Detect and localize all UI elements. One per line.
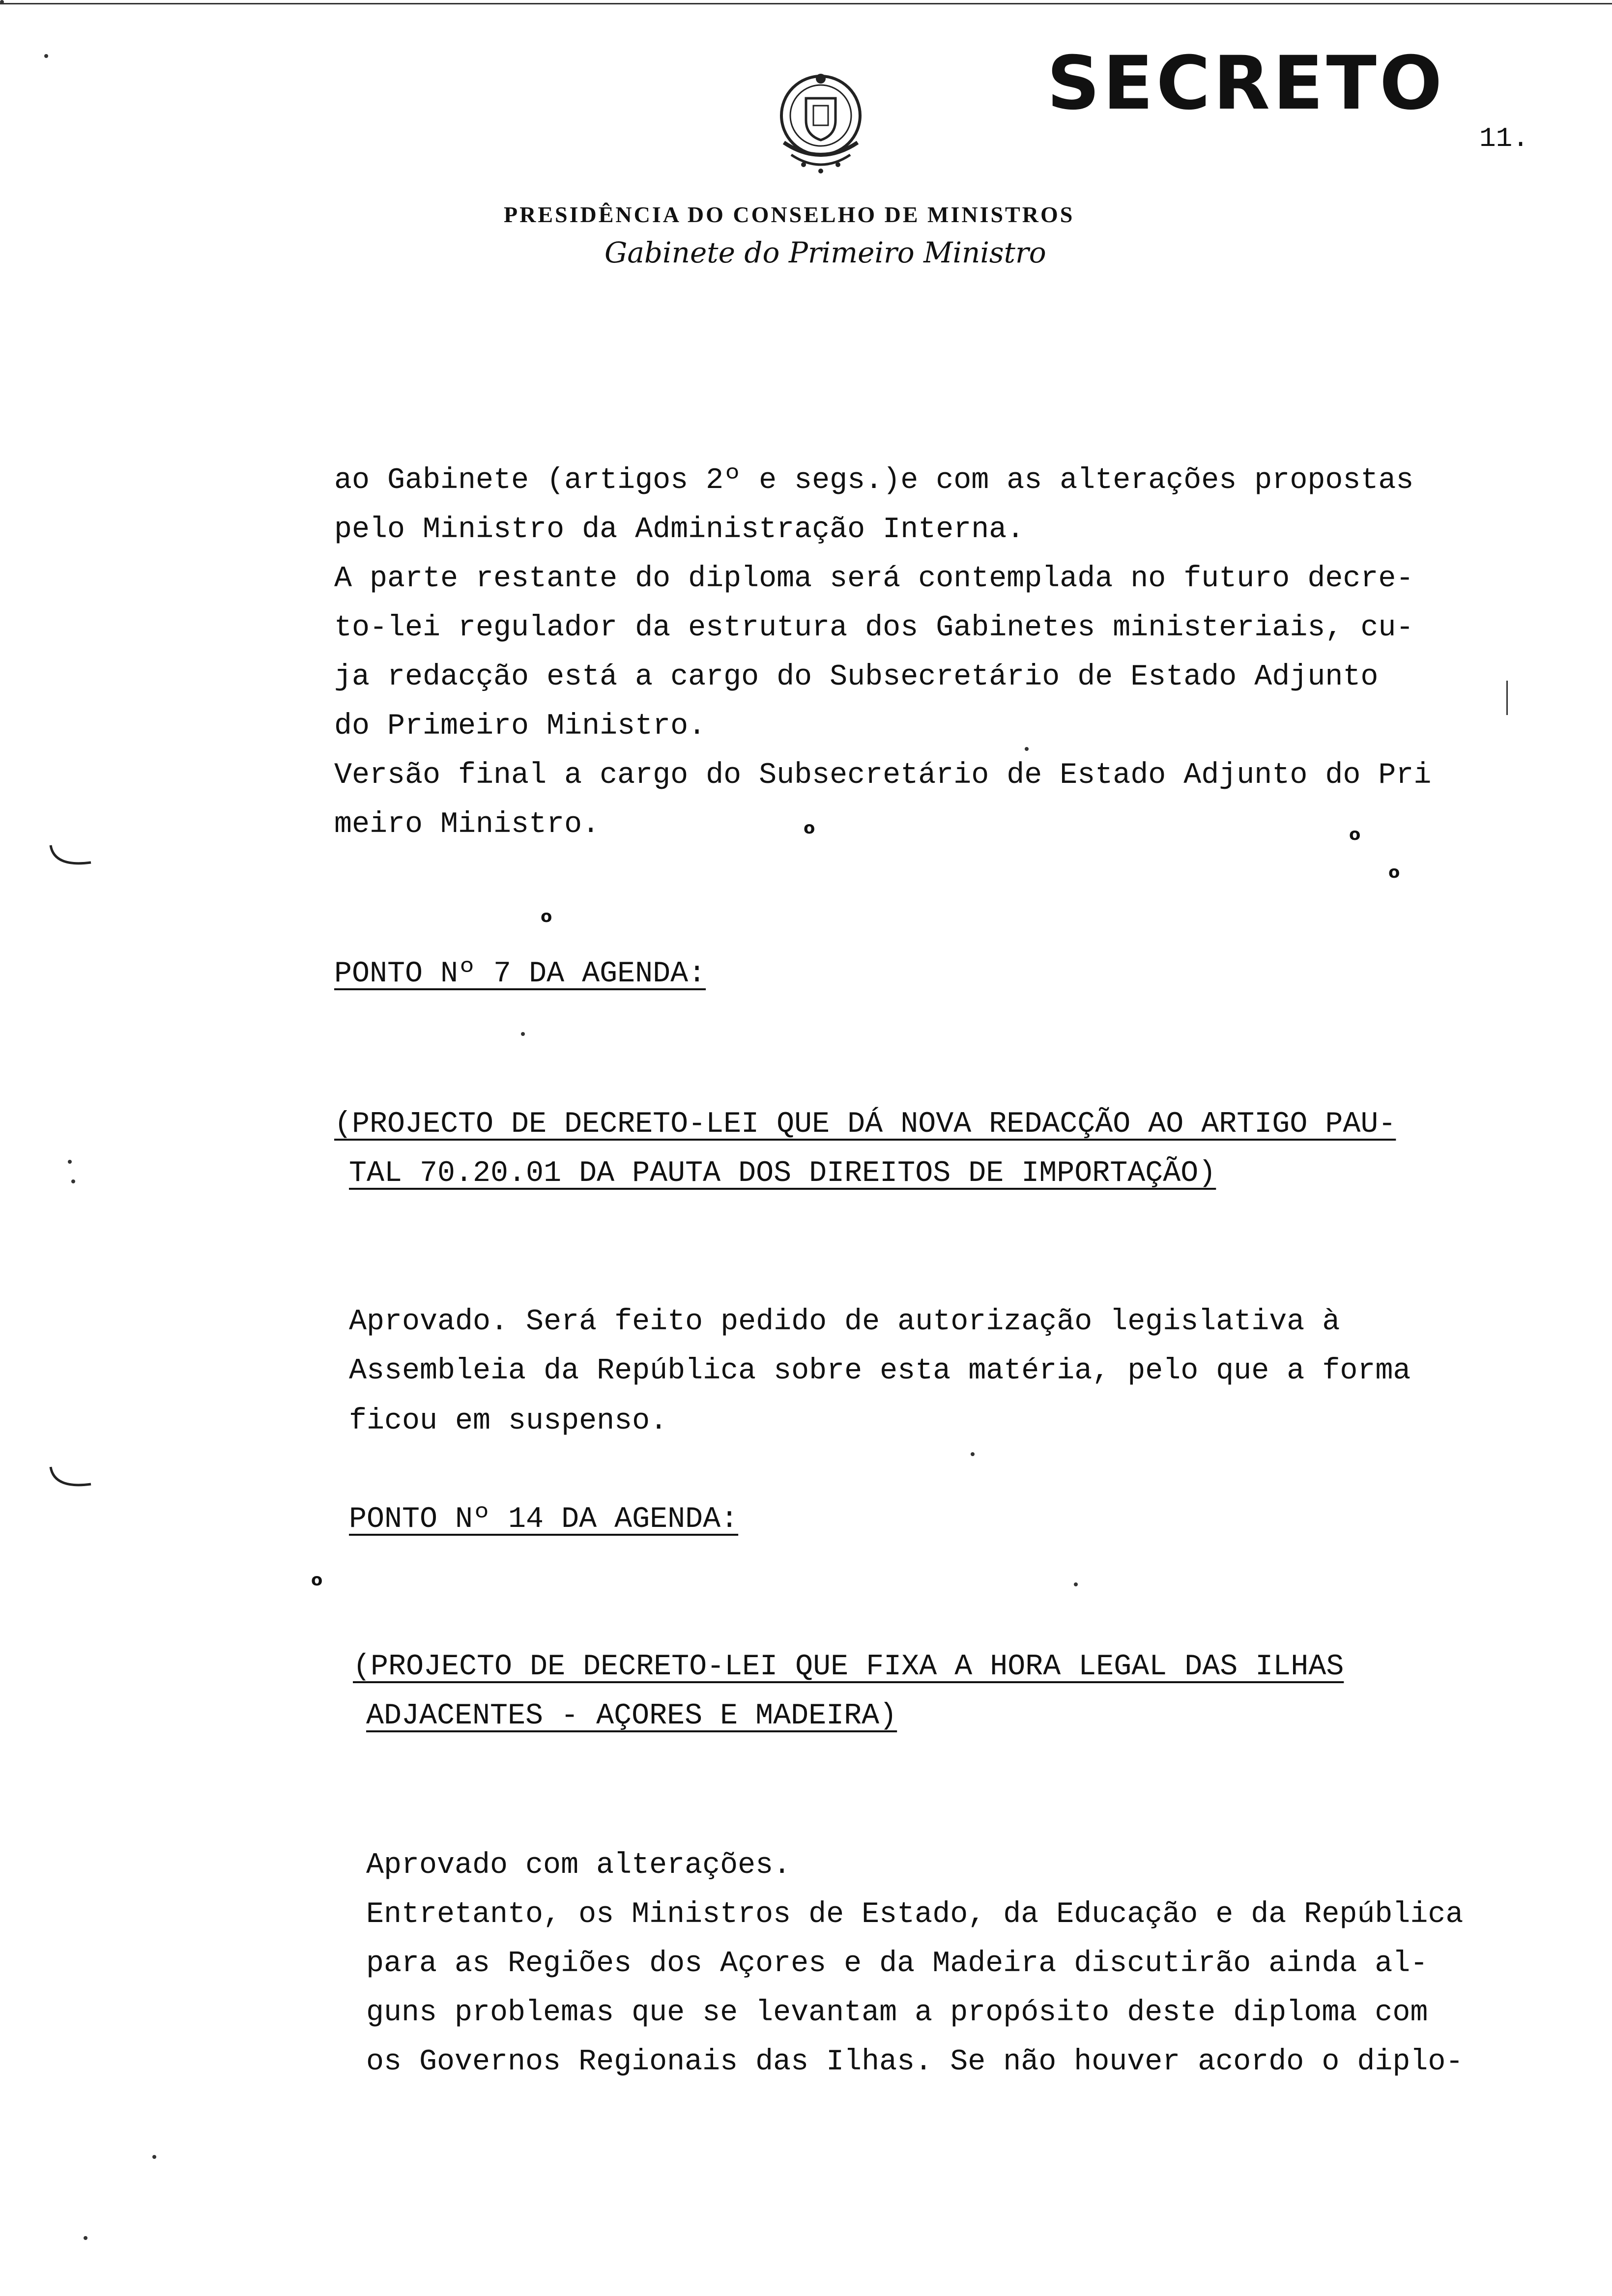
agenda-item-heading: PONTO Nº 7 DA AGENDA: bbox=[334, 957, 706, 991]
margin-stroke bbox=[1506, 681, 1508, 715]
scan-circle-mark: o bbox=[311, 1570, 323, 1590]
body-line: ja redacção está a cargo do Subsecretário de Estado Adjunto bbox=[334, 660, 1379, 694]
page-number: 11. bbox=[1479, 123, 1529, 154]
agenda-item-text: Aprovado. Será feito pedido de autorização legislativa à bbox=[349, 1305, 1340, 1339]
scan-circle-mark: o bbox=[804, 818, 815, 838]
classification-stamp: SECRETO bbox=[1047, 41, 1445, 126]
institution-heading: PRESIDÊNCIA DO CONSELHO DE MINISTROS bbox=[504, 202, 1075, 227]
scan-circle-mark: o bbox=[1349, 825, 1361, 844]
body-line: do Primeiro Ministro. bbox=[334, 710, 706, 743]
scan-speck bbox=[521, 1032, 525, 1036]
top-border-line bbox=[0, 3, 1612, 4]
scan-speck bbox=[1074, 1582, 1078, 1586]
scan-circle-mark: o bbox=[541, 907, 552, 926]
agenda-item-title: (PROJECTO DE DECRETO-LEI QUE DÁ NOVA REDACÇÃO AO ARTIGO PAU- bbox=[334, 1108, 1396, 1141]
scan-speck bbox=[152, 2155, 156, 2159]
agenda-item-text: guns problemas que se levantam a propósito deste diploma com bbox=[366, 1996, 1428, 2030]
coat-of-arms-seal-icon bbox=[764, 64, 877, 182]
agenda-item-text: ficou em suspenso. bbox=[349, 1405, 668, 1438]
scan-circle-mark: o bbox=[1388, 862, 1400, 882]
body-line: to-lei regulador da estrutura dos Gabinetes ministeriais, cu- bbox=[334, 611, 1414, 645]
office-heading: Gabinete do Primeiro Ministro bbox=[604, 236, 1046, 269]
scan-speck bbox=[0, 0, 4, 4]
agenda-item-heading: PONTO Nº 14 DA AGENDA: bbox=[349, 1503, 739, 1536]
agenda-item-text: Aprovado com alterações. bbox=[366, 1849, 791, 1882]
agenda-item-text: Entretanto, os Ministros de Estado, da Educação e da República bbox=[366, 1898, 1464, 1931]
body-line: pelo Ministro da Administração Interna. bbox=[334, 513, 1025, 546]
agenda-item-text: os Governos Regionais das Ilhas. Se não houver acordo o diplo- bbox=[366, 2045, 1464, 2079]
scan-speck bbox=[71, 1179, 75, 1183]
scan-speck bbox=[68, 1160, 72, 1164]
scan-speck bbox=[1025, 747, 1029, 751]
scan-speck bbox=[971, 1452, 975, 1456]
margin-hook-mark bbox=[47, 1464, 96, 1494]
body-line: Versão final a cargo do Subsecretário de Estado Adjunto do Pri bbox=[334, 759, 1432, 792]
agenda-item-title: ADJACENTES - AÇORES E MADEIRA) bbox=[366, 1699, 897, 1733]
body-line: A parte restante do diploma será contemplada no futuro decre- bbox=[334, 562, 1414, 596]
agenda-item-title: (PROJECTO DE DECRETO-LEI QUE FIXA A HORA LEGAL DAS ILHAS bbox=[353, 1650, 1344, 1684]
agenda-item-text: Assembleia da República sobre esta matéria, pelo que a forma bbox=[349, 1354, 1411, 1388]
margin-hook-mark bbox=[47, 843, 96, 872]
body-line: ao Gabinete (artigos 2º e segs.)e com as alterações propostas bbox=[334, 464, 1414, 497]
scan-speck bbox=[44, 54, 48, 58]
body-line: meiro Ministro. bbox=[334, 808, 600, 841]
agenda-item-title: TAL 70.20.01 DA PAUTA DOS DIREITOS DE IMPORTAÇÃO) bbox=[349, 1157, 1216, 1190]
scan-speck bbox=[84, 2236, 87, 2240]
agenda-item-text: para as Regiões dos Açores e da Madeira discutirão ainda al- bbox=[366, 1947, 1428, 1980]
